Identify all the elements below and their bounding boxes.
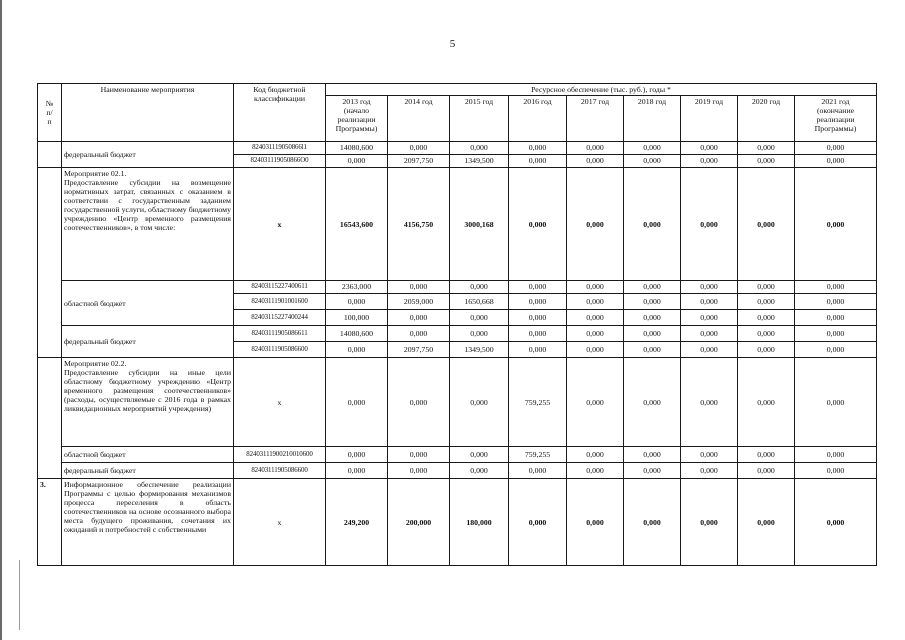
row-number <box>38 168 62 358</box>
value-cell: 0,000 <box>681 358 738 447</box>
header-name: Наименование мероприятия <box>62 84 234 142</box>
value-cell: 0,000 <box>509 155 567 168</box>
header-num: № п/ п <box>38 84 62 142</box>
header-year: 2020 год <box>738 96 795 142</box>
value-cell: 0,000 <box>450 142 509 155</box>
value-cell: 1650,668 <box>450 294 509 310</box>
value-cell: 0,000 <box>738 168 795 281</box>
value-cell: 14080,600 <box>326 142 388 155</box>
value-cell: 0,000 <box>795 155 877 168</box>
row-number: 3. <box>38 479 62 566</box>
row-name: федеральный бюджет <box>62 142 234 168</box>
value-cell: 0,000 <box>681 463 738 479</box>
value-cell: 0,000 <box>624 281 681 294</box>
budget-code: 824031119050866О0 <box>234 155 326 168</box>
value-cell: 1349,500 <box>450 342 509 358</box>
value-cell: 3000,168 <box>450 168 509 281</box>
value-cell: 0,000 <box>326 294 388 310</box>
value-cell: 0,000 <box>681 310 738 326</box>
value-cell: 200,000 <box>388 479 450 566</box>
value-cell: 2097,750 <box>388 155 450 168</box>
budget-code: 824031119050866l1 <box>234 142 326 155</box>
value-cell: 0,000 <box>738 358 795 447</box>
table-row <box>38 281 877 294</box>
value-cell: 0,000 <box>738 479 795 566</box>
value-cell: 249,200 <box>326 479 388 566</box>
value-cell: 0,000 <box>738 326 795 342</box>
value-cell: 0,000 <box>624 310 681 326</box>
value-cell: 0,000 <box>567 326 624 342</box>
value-cell: 0,000 <box>795 463 877 479</box>
value-cell: 16543,600 <box>326 168 388 281</box>
page-number: 5 <box>449 38 456 50</box>
budget-code: 82403111900210010600 <box>234 447 326 463</box>
value-cell: 0,000 <box>509 326 567 342</box>
budget-code: 82403111901001600 <box>234 294 326 310</box>
value-cell: 0,000 <box>624 142 681 155</box>
value-cell: 0,000 <box>509 142 567 155</box>
value-cell: 0,000 <box>738 155 795 168</box>
value-cell: 0,000 <box>567 281 624 294</box>
budget-code: 82403115227400611 <box>234 281 326 294</box>
value-cell: 0,000 <box>450 326 509 342</box>
value-cell: 0,000 <box>567 142 624 155</box>
table-row <box>38 463 877 479</box>
value-cell: 0,000 <box>624 342 681 358</box>
value-cell: 0,000 <box>509 463 567 479</box>
value-cell: 0,000 <box>567 447 624 463</box>
row-name: областной бюджет <box>62 281 234 326</box>
value-cell: 0,000 <box>795 447 877 463</box>
value-cell: 0,000 <box>388 447 450 463</box>
value-cell: 0,000 <box>624 358 681 447</box>
value-cell: 0,000 <box>509 168 567 281</box>
value-cell: 0,000 <box>509 342 567 358</box>
scan-mark <box>19 560 20 630</box>
value-cell: 0,000 <box>624 294 681 310</box>
value-cell: 0,000 <box>326 342 388 358</box>
scan-border <box>0 0 2 640</box>
value-cell: 0,000 <box>567 310 624 326</box>
budget-code: х <box>234 168 326 281</box>
value-cell: 0,000 <box>624 326 681 342</box>
value-cell: 0,000 <box>738 142 795 155</box>
table-row <box>38 142 877 155</box>
header-year: 2021 год (окончание реализации Программы) <box>795 96 877 142</box>
value-cell: 14080,600 <box>326 326 388 342</box>
value-cell: 759,255 <box>509 358 567 447</box>
header-year: 2018 год <box>624 96 681 142</box>
table-row <box>38 447 877 463</box>
value-cell: 759,255 <box>509 447 567 463</box>
header-year: 2015 год <box>450 96 509 142</box>
value-cell: 0,000 <box>509 294 567 310</box>
value-cell: 0,000 <box>795 358 877 447</box>
value-cell: 0,000 <box>738 463 795 479</box>
budget-code: х <box>234 479 326 566</box>
value-cell: 0,000 <box>795 142 877 155</box>
value-cell: 0,000 <box>795 342 877 358</box>
value-cell: 0,000 <box>681 479 738 566</box>
value-cell: 0,000 <box>681 447 738 463</box>
value-cell: 0,000 <box>388 463 450 479</box>
value-cell: 0,000 <box>681 142 738 155</box>
value-cell: 1349,500 <box>450 155 509 168</box>
value-cell: 0,000 <box>795 479 877 566</box>
resource-table <box>37 83 877 566</box>
budget-code: 82403111905086611 <box>234 326 326 342</box>
value-cell: 0,000 <box>509 310 567 326</box>
value-cell: 0,000 <box>681 168 738 281</box>
value-cell: 0,000 <box>738 281 795 294</box>
row-name: федеральный бюджет <box>62 326 234 358</box>
value-cell: 0,000 <box>567 358 624 447</box>
value-cell: 0,000 <box>624 168 681 281</box>
row-name: Мероприятие 02.2. Предоставление субсидии на иные цели областному бюджетному учреждению «Центр временного размещения соотечественников» (расходы, осуществляемые с 2016 года в рамках ликвидационных мероприятий учреждения) <box>62 358 234 447</box>
table-row <box>38 479 877 566</box>
value-cell: 0,000 <box>388 281 450 294</box>
value-cell: 0,000 <box>567 168 624 281</box>
value-cell: 0,000 <box>738 342 795 358</box>
value-cell: 0,000 <box>624 463 681 479</box>
value-cell: 0,000 <box>681 294 738 310</box>
value-cell: 0,000 <box>388 358 450 447</box>
value-cell: 0,000 <box>795 281 877 294</box>
header-year: 2014 год <box>388 96 450 142</box>
value-cell: 0,000 <box>450 358 509 447</box>
value-cell: 0,000 <box>738 294 795 310</box>
value-cell: 0,000 <box>450 310 509 326</box>
value-cell: 0,000 <box>795 294 877 310</box>
value-cell: 180,000 <box>450 479 509 566</box>
header-code: Код бюджетной классификации <box>234 84 326 142</box>
value-cell: 0,000 <box>567 479 624 566</box>
value-cell: 2059,000 <box>388 294 450 310</box>
header-year: 2016 год <box>509 96 567 142</box>
value-cell: 0,000 <box>388 310 450 326</box>
value-cell: 0,000 <box>738 447 795 463</box>
value-cell: 100,000 <box>326 310 388 326</box>
value-cell: 0,000 <box>567 342 624 358</box>
budget-code: 82403111905086600 <box>234 463 326 479</box>
header-year: 2013 год (начало реализации Программы) <box>326 96 388 142</box>
value-cell: 0,000 <box>450 281 509 294</box>
row-number <box>38 358 62 479</box>
header-year: 2019 год <box>681 96 738 142</box>
value-cell: 0,000 <box>738 310 795 326</box>
value-cell: 0,000 <box>681 326 738 342</box>
value-cell: 0,000 <box>624 155 681 168</box>
row-name: областной бюджет <box>62 447 234 463</box>
row-name: федеральный бюджет <box>62 463 234 479</box>
value-cell: 0,000 <box>326 358 388 447</box>
header-row <box>38 84 877 96</box>
value-cell: 0,000 <box>326 447 388 463</box>
value-cell: 0,000 <box>624 479 681 566</box>
value-cell: 0,000 <box>388 326 450 342</box>
value-cell: 2363,000 <box>326 281 388 294</box>
row-name: Информационное обеспечение реализации Программы с целью формирования механизмов процесса переселения в область соотечественников на основе осознанного выбора места будущего проживания, сочетания их ожиданий и потребностей с собственными <box>62 479 234 566</box>
budget-code: х <box>234 358 326 447</box>
value-cell: 0,000 <box>681 342 738 358</box>
table-row <box>38 358 877 447</box>
table-row <box>38 326 877 342</box>
value-cell: 0,000 <box>326 463 388 479</box>
value-cell: 0,000 <box>567 463 624 479</box>
value-cell: 0,000 <box>567 155 624 168</box>
table-row <box>38 168 877 281</box>
value-cell: 0,000 <box>509 281 567 294</box>
value-cell: 0,000 <box>681 281 738 294</box>
value-cell: 0,000 <box>795 326 877 342</box>
value-cell: 0,000 <box>567 294 624 310</box>
value-cell: 4156,750 <box>388 168 450 281</box>
value-cell: 0,000 <box>624 447 681 463</box>
value-cell: 0,000 <box>450 447 509 463</box>
value-cell: 0,000 <box>795 168 877 281</box>
value-cell: 0,000 <box>388 142 450 155</box>
value-cell: 0,000 <box>795 310 877 326</box>
value-cell: 0,000 <box>326 155 388 168</box>
budget-code: 82403115227400244 <box>234 310 326 326</box>
value-cell: 0,000 <box>681 155 738 168</box>
value-cell: 0,000 <box>450 463 509 479</box>
row-name: Мероприятие 02.1. Предоставление субсидии на возмещение нормативных затрат, связанных с оказанием в соответствии с государственным заданием государственной услуги, областному бюджетному учреждению «Центр временного размещения соотечественников», в том числе: <box>62 168 234 281</box>
budget-code: 82403111905086600 <box>234 342 326 358</box>
header-year: 2017 год <box>567 96 624 142</box>
header-resource: Ресурсное обеспечение (тыс. руб.), годы * <box>326 84 877 96</box>
value-cell: 0,000 <box>509 479 567 566</box>
value-cell: 2097,750 <box>388 342 450 358</box>
row-number <box>38 142 62 168</box>
